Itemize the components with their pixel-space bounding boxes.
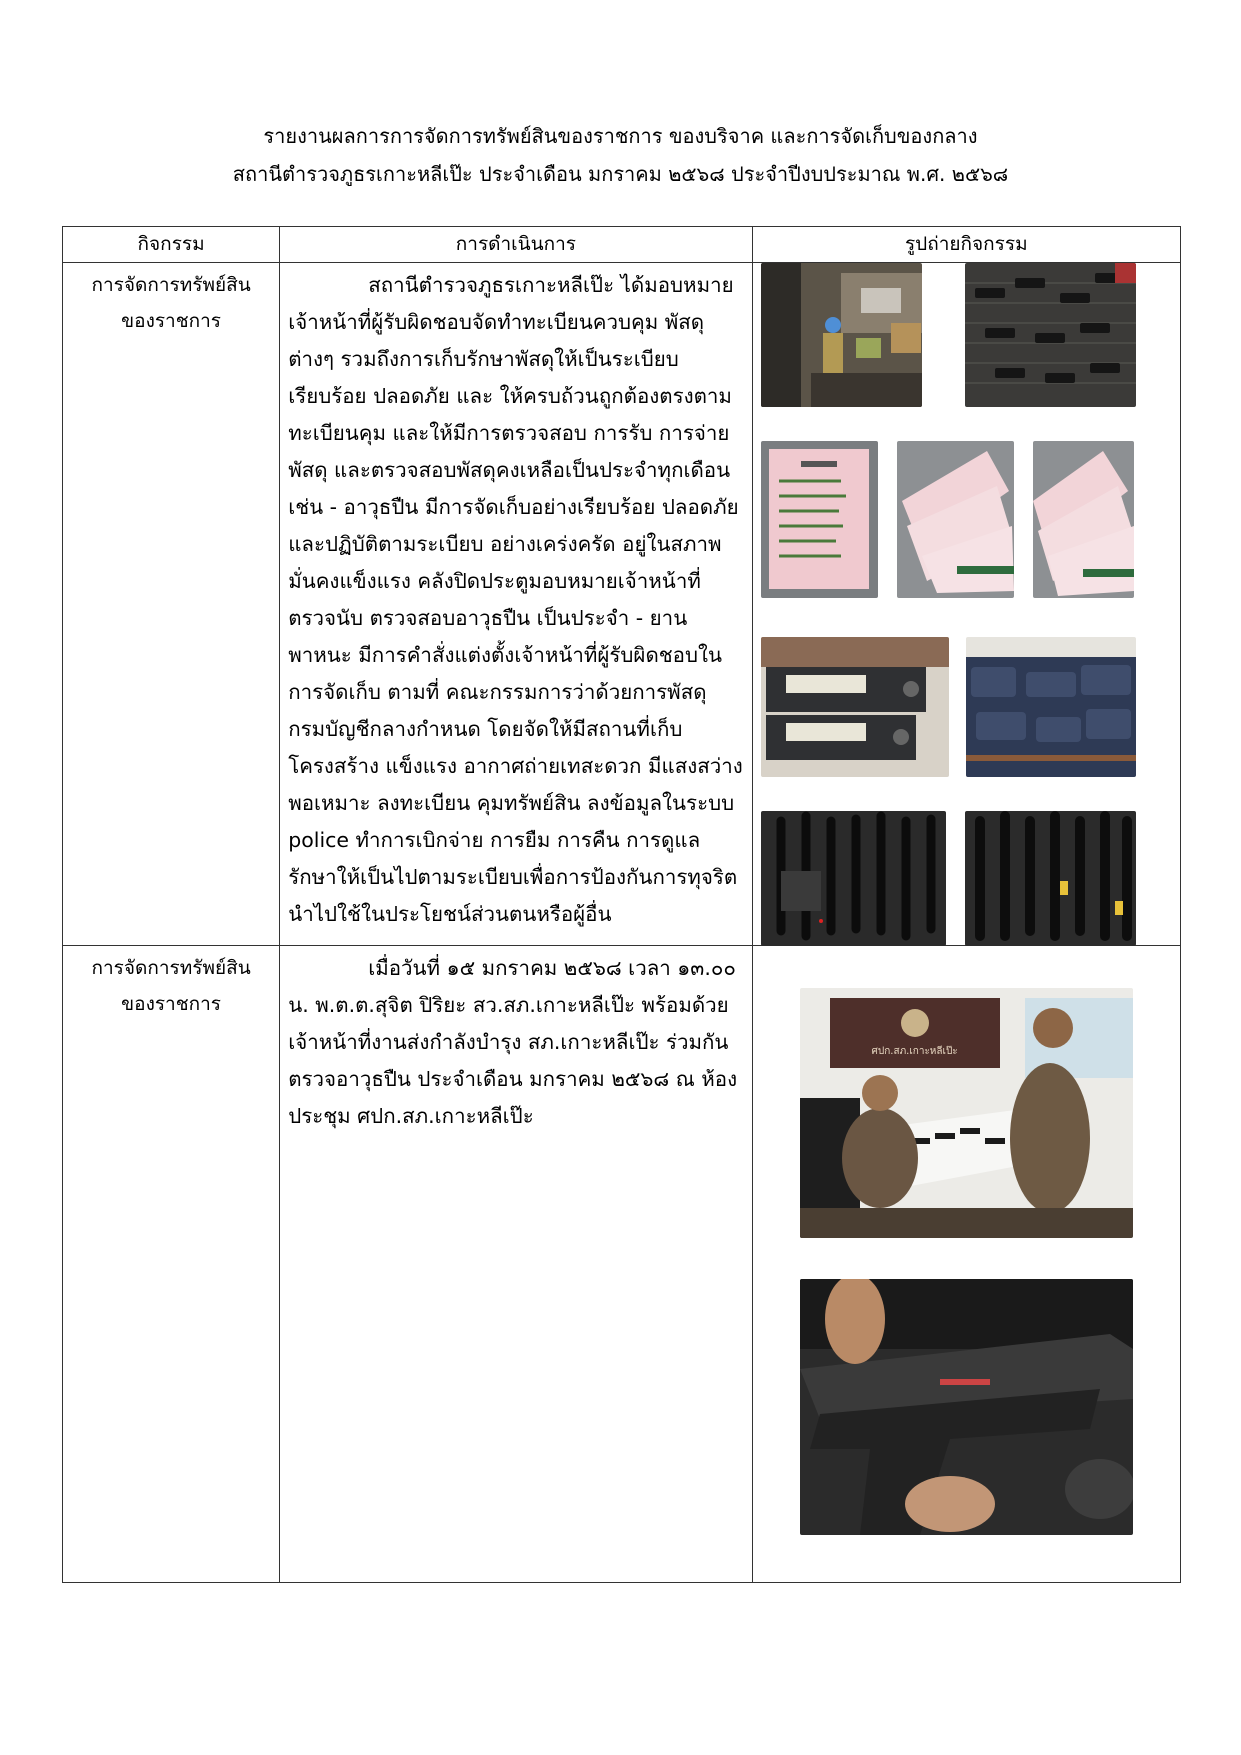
photo-weapon-inspection-meeting — [800, 988, 1133, 1238]
column-header-photos: รูปถ่ายกิจกรรม — [752, 227, 1180, 263]
description-text: เมื่อวันที่ ๑๕ มกราคม ๒๕๖๘ เวลา ๑๓.๐๐ น. พ.ต.ต.สุจิต ปิริยะ สว.สภ.เกาะหลีเป๊ะ พร้อมด้วยเจ้าหน้าที่งานส่งกำลังบำรุง สภ.เกาะหลีเป๊ะ ร่วมกันตรวจอาวุธปืน ประจำเดือน มกราคม ๒๕๖๘ ณ ห้องประชุม ศปก.สภ.เกาะหลีเป๊ะ — [288, 956, 738, 1128]
photos-cell — [752, 946, 1180, 1583]
photo-rifle-rack — [761, 811, 946, 946]
activity-cell — [63, 946, 280, 1583]
photo-pistol-closeup — [800, 1279, 1133, 1535]
column-header-operation: การดำเนินการ — [280, 227, 752, 263]
photo-register-books-2 — [1033, 441, 1134, 598]
description-cell — [280, 263, 752, 946]
photo-register-books — [897, 441, 1014, 598]
description-text: สถานีตำรวจภูธรเกาะหลีเป๊ะ ได้มอบหมายเจ้าหน้าที่ผู้รับผิดชอบจัดทำทะเบียนควบคุม พัสดุต่างๆ รวมถึงการเก็บรักษาพัสดุให้เป็นระเบียบเรียบร้อย ปลอดภัย และ ให้ครบถ้วนถูกต้องตรงตามทะเบียนคุม และให้มีการตรวจสอบ การรับ การจ่ายพัสดุ และตรวจสอบพัสดุคงเหลือเป็นประจำทุกเดือน เช่น - อาวุธปืน มีการจัดเก็บอย่างเรียบร้อย ปลอดภัย และปฏิบัติตามระเบียบ อย่างเคร่งครัด อยู่ในสภาพมั่นคงแข็งแรง คลังปิดประตูมอบหมายเจ้าหน้าที่ตรวจนับ ตรวจสอบอาวุธปืน เป็นประจำ - ยานพาหนะ มีการคำสั่งแต่งตั้งเจ้าหน้าที่ผู้รับผิดชอบในการจัดเก็บ ตามที่ คณะกรรมการว่าด้วยการพัสดุ กรมบัญชีกลางกำหนด โดยจัดให้มีสถานที่เก็บโครงสร้าง แข็งแรง อากาศถ่ายเทสะดวก มีแสงสว่างพอเหมาะ ลงทะเบียน คุมทรัพย์สิน ลงข้อมูลในระบบ police ทำการเบิกจ่าย การยืม การคืน การดูแลรักษาให้เป็นไปตามระเบียบเพื่อการป้องกันการทุจริต นำไปใช้ในประโยชน์ส่วนตนหรือผู้อื่น — [288, 273, 743, 926]
table-row — [63, 263, 1181, 946]
photo-pistol-rack — [965, 263, 1136, 407]
description-cell — [280, 946, 752, 1583]
photo-binders — [761, 637, 949, 777]
photo-armory-storeroom — [761, 263, 922, 407]
photo-vests — [966, 637, 1136, 777]
column-header-activity: กิจกรรม — [63, 227, 280, 263]
table-row — [63, 946, 1181, 1583]
report-title-line2: สถานีตำรวจภูธรเกาะหลีเป๊ะ ประจำเดือน มกราคม ๒๕๖๘ ประจำปีงบประมาณ พ.ศ. ๒๕๖๘ — [232, 162, 1009, 186]
activity-table — [62, 226, 1181, 1583]
photos-cell — [752, 263, 1180, 946]
activity-cell — [63, 263, 280, 946]
table-header-row — [63, 227, 1181, 263]
activity-label: การจัดการทรัพย์สินของราชการ — [91, 957, 251, 1015]
photo-rifle-rack-2 — [965, 811, 1136, 946]
photo-register-document — [761, 441, 878, 598]
activity-label: การจัดการทรัพย์สินของราชการ — [91, 274, 251, 332]
report-title-line1: รายงานผลการการจัดการทรัพย์สินของราชการ ของบริจาค และการจัดเก็บของกลาง — [263, 124, 978, 148]
meeting-room-banner: ศปก.สภ.เกาะหลีเป๊ะ — [871, 1046, 958, 1057]
